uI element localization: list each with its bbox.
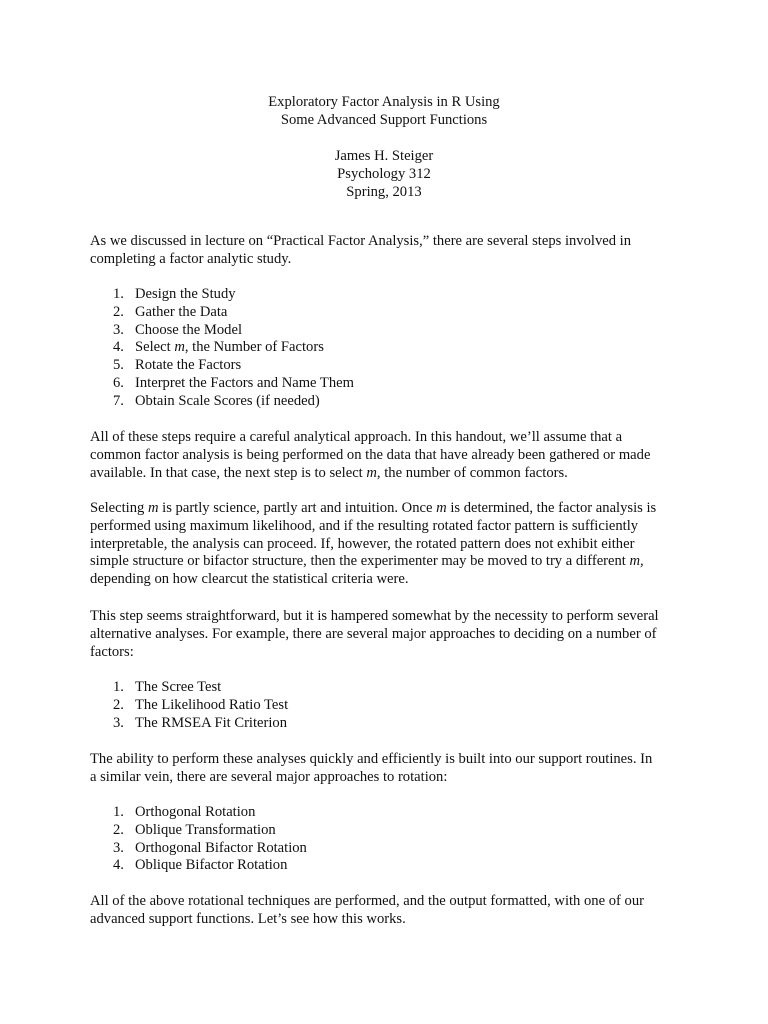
text-line bbox=[90, 465, 690, 483]
text-line: performed using maximum likelihood, and if the resulting rotated factor pattern is sufficiently bbox=[90, 517, 639, 534]
title-line: Exploratory Factor Analysis in R Using bbox=[268, 94, 500, 110]
list-number: 3. bbox=[113, 321, 124, 338]
list-item-text: Orthogonal Bifactor Rotation bbox=[135, 839, 307, 856]
list-item bbox=[113, 697, 288, 715]
list-item bbox=[113, 857, 307, 875]
list-number: 1. bbox=[113, 286, 124, 302]
text-line: factors: bbox=[90, 643, 134, 660]
text-line: advanced support functions. Let’s see how this works. bbox=[90, 910, 406, 927]
list-item-text: Select bbox=[135, 339, 175, 356]
list-number: 2. bbox=[113, 696, 124, 713]
list-item bbox=[113, 357, 354, 375]
list-number: 3. bbox=[113, 714, 124, 731]
list-item-text: Gather the Data bbox=[135, 303, 228, 320]
list-item-text: Obtain Scale Scores (if needed) bbox=[135, 392, 320, 409]
list-item bbox=[113, 304, 354, 322]
text-line: All of the above rotational techniques are performed, and the output formatted, with one of our bbox=[90, 893, 644, 909]
paragraph-closing bbox=[90, 893, 690, 929]
text-line: a similar vein, there are several major approaches to rotation: bbox=[90, 768, 448, 785]
list-number: 3. bbox=[113, 839, 124, 856]
course-name: Psychology 312 bbox=[337, 165, 431, 182]
text-line: As we discussed in lecture on “Practical Factor Analysis,” there are several steps involved in bbox=[90, 233, 632, 249]
list-item-text: The Scree Test bbox=[135, 679, 222, 695]
italic-variable: m bbox=[436, 500, 447, 516]
list-number: 5. bbox=[113, 357, 124, 374]
list-item-text: Oblique Bifactor Rotation bbox=[135, 857, 288, 874]
text-segment: is determined, the factor analysis is bbox=[446, 500, 657, 516]
list-item-text: The RMSEA Fit Criterion bbox=[135, 714, 288, 731]
text-line bbox=[90, 500, 690, 518]
paragraph-support-routines bbox=[90, 751, 690, 787]
list-item-text: The Likelihood Ratio Test bbox=[135, 696, 289, 713]
intro-paragraph bbox=[90, 233, 690, 269]
list-item bbox=[113, 822, 307, 840]
list-item bbox=[113, 679, 288, 697]
text-line: depending on how clearcut the statistical criteria were. bbox=[90, 571, 409, 588]
list-number: 4. bbox=[113, 339, 124, 356]
list-number: 6. bbox=[113, 374, 124, 391]
rotations-list bbox=[113, 804, 307, 875]
paragraph-approaches bbox=[90, 608, 690, 661]
term: Spring, 2013 bbox=[346, 183, 422, 200]
text-line: common factor analysis is being performed on the data that have already been gathered or made bbox=[90, 446, 651, 463]
author-info bbox=[0, 148, 768, 201]
list-item bbox=[113, 375, 354, 393]
italic-variable: m bbox=[147, 500, 159, 516]
text-line: completing a factor analytic study. bbox=[90, 250, 292, 267]
text-line: This step seems straightforward, but it is hampered somewhat by the necessity to perform several bbox=[90, 608, 659, 624]
text-line: alternative analyses. For example, there are several major approaches to deciding on a number of bbox=[90, 625, 657, 642]
italic-variable: m bbox=[174, 339, 185, 356]
paragraph-steps-approach bbox=[90, 429, 690, 482]
list-item bbox=[113, 804, 307, 822]
list-item-text: Choose the Model bbox=[135, 321, 243, 338]
list-item bbox=[113, 840, 307, 858]
list-item bbox=[113, 393, 354, 411]
text-segment: available. In that case, the next step is to select bbox=[90, 464, 367, 481]
tests-list bbox=[113, 679, 288, 732]
author-name: James H. Steiger bbox=[334, 148, 434, 164]
title-line: Some Advanced Support Functions bbox=[280, 111, 488, 128]
list-item bbox=[113, 715, 288, 733]
text-line: All of these steps require a careful analytical approach. In this handout, we’ll assume that a bbox=[90, 429, 623, 445]
list-item bbox=[113, 322, 354, 340]
text-line bbox=[90, 553, 690, 571]
list-number: 7. bbox=[113, 392, 124, 409]
paragraph-selecting-m bbox=[90, 500, 690, 589]
steps-list bbox=[113, 286, 354, 411]
list-number: 1. bbox=[113, 679, 124, 695]
text-segment: simple structure or bifactor structure, then the experimenter may be moved to try a different bbox=[90, 553, 630, 570]
list-item-text: , the Number of Factors bbox=[184, 339, 324, 356]
document-title bbox=[0, 94, 768, 130]
italic-variable: m, bbox=[629, 553, 644, 570]
italic-variable: m bbox=[366, 464, 377, 481]
list-number: 2. bbox=[113, 303, 124, 320]
list-item-text: Interpret the Factors and Name Them bbox=[135, 374, 354, 391]
list-item bbox=[113, 286, 354, 304]
list-number: 2. bbox=[113, 821, 124, 838]
list-item-text: Design the Study bbox=[135, 286, 236, 302]
list-item-text: Orthogonal Rotation bbox=[135, 804, 256, 820]
list-number: 1. bbox=[113, 804, 124, 820]
list-item bbox=[113, 339, 354, 357]
list-item-text: Oblique Transformation bbox=[135, 821, 276, 838]
text-segment: , the number of common factors. bbox=[376, 464, 568, 481]
text-segment: is partly science, partly art and intuition. Once bbox=[158, 500, 437, 516]
list-number: 4. bbox=[113, 857, 124, 874]
list-item-text: Rotate the Factors bbox=[135, 357, 242, 374]
text-segment: Selecting bbox=[90, 500, 148, 516]
text-line: The ability to perform these analyses quickly and efficiently is built into our support routines. In bbox=[90, 751, 653, 767]
text-line: interpretable, the analysis can proceed. If, however, the rotated pattern does not exhibit either bbox=[90, 535, 635, 552]
